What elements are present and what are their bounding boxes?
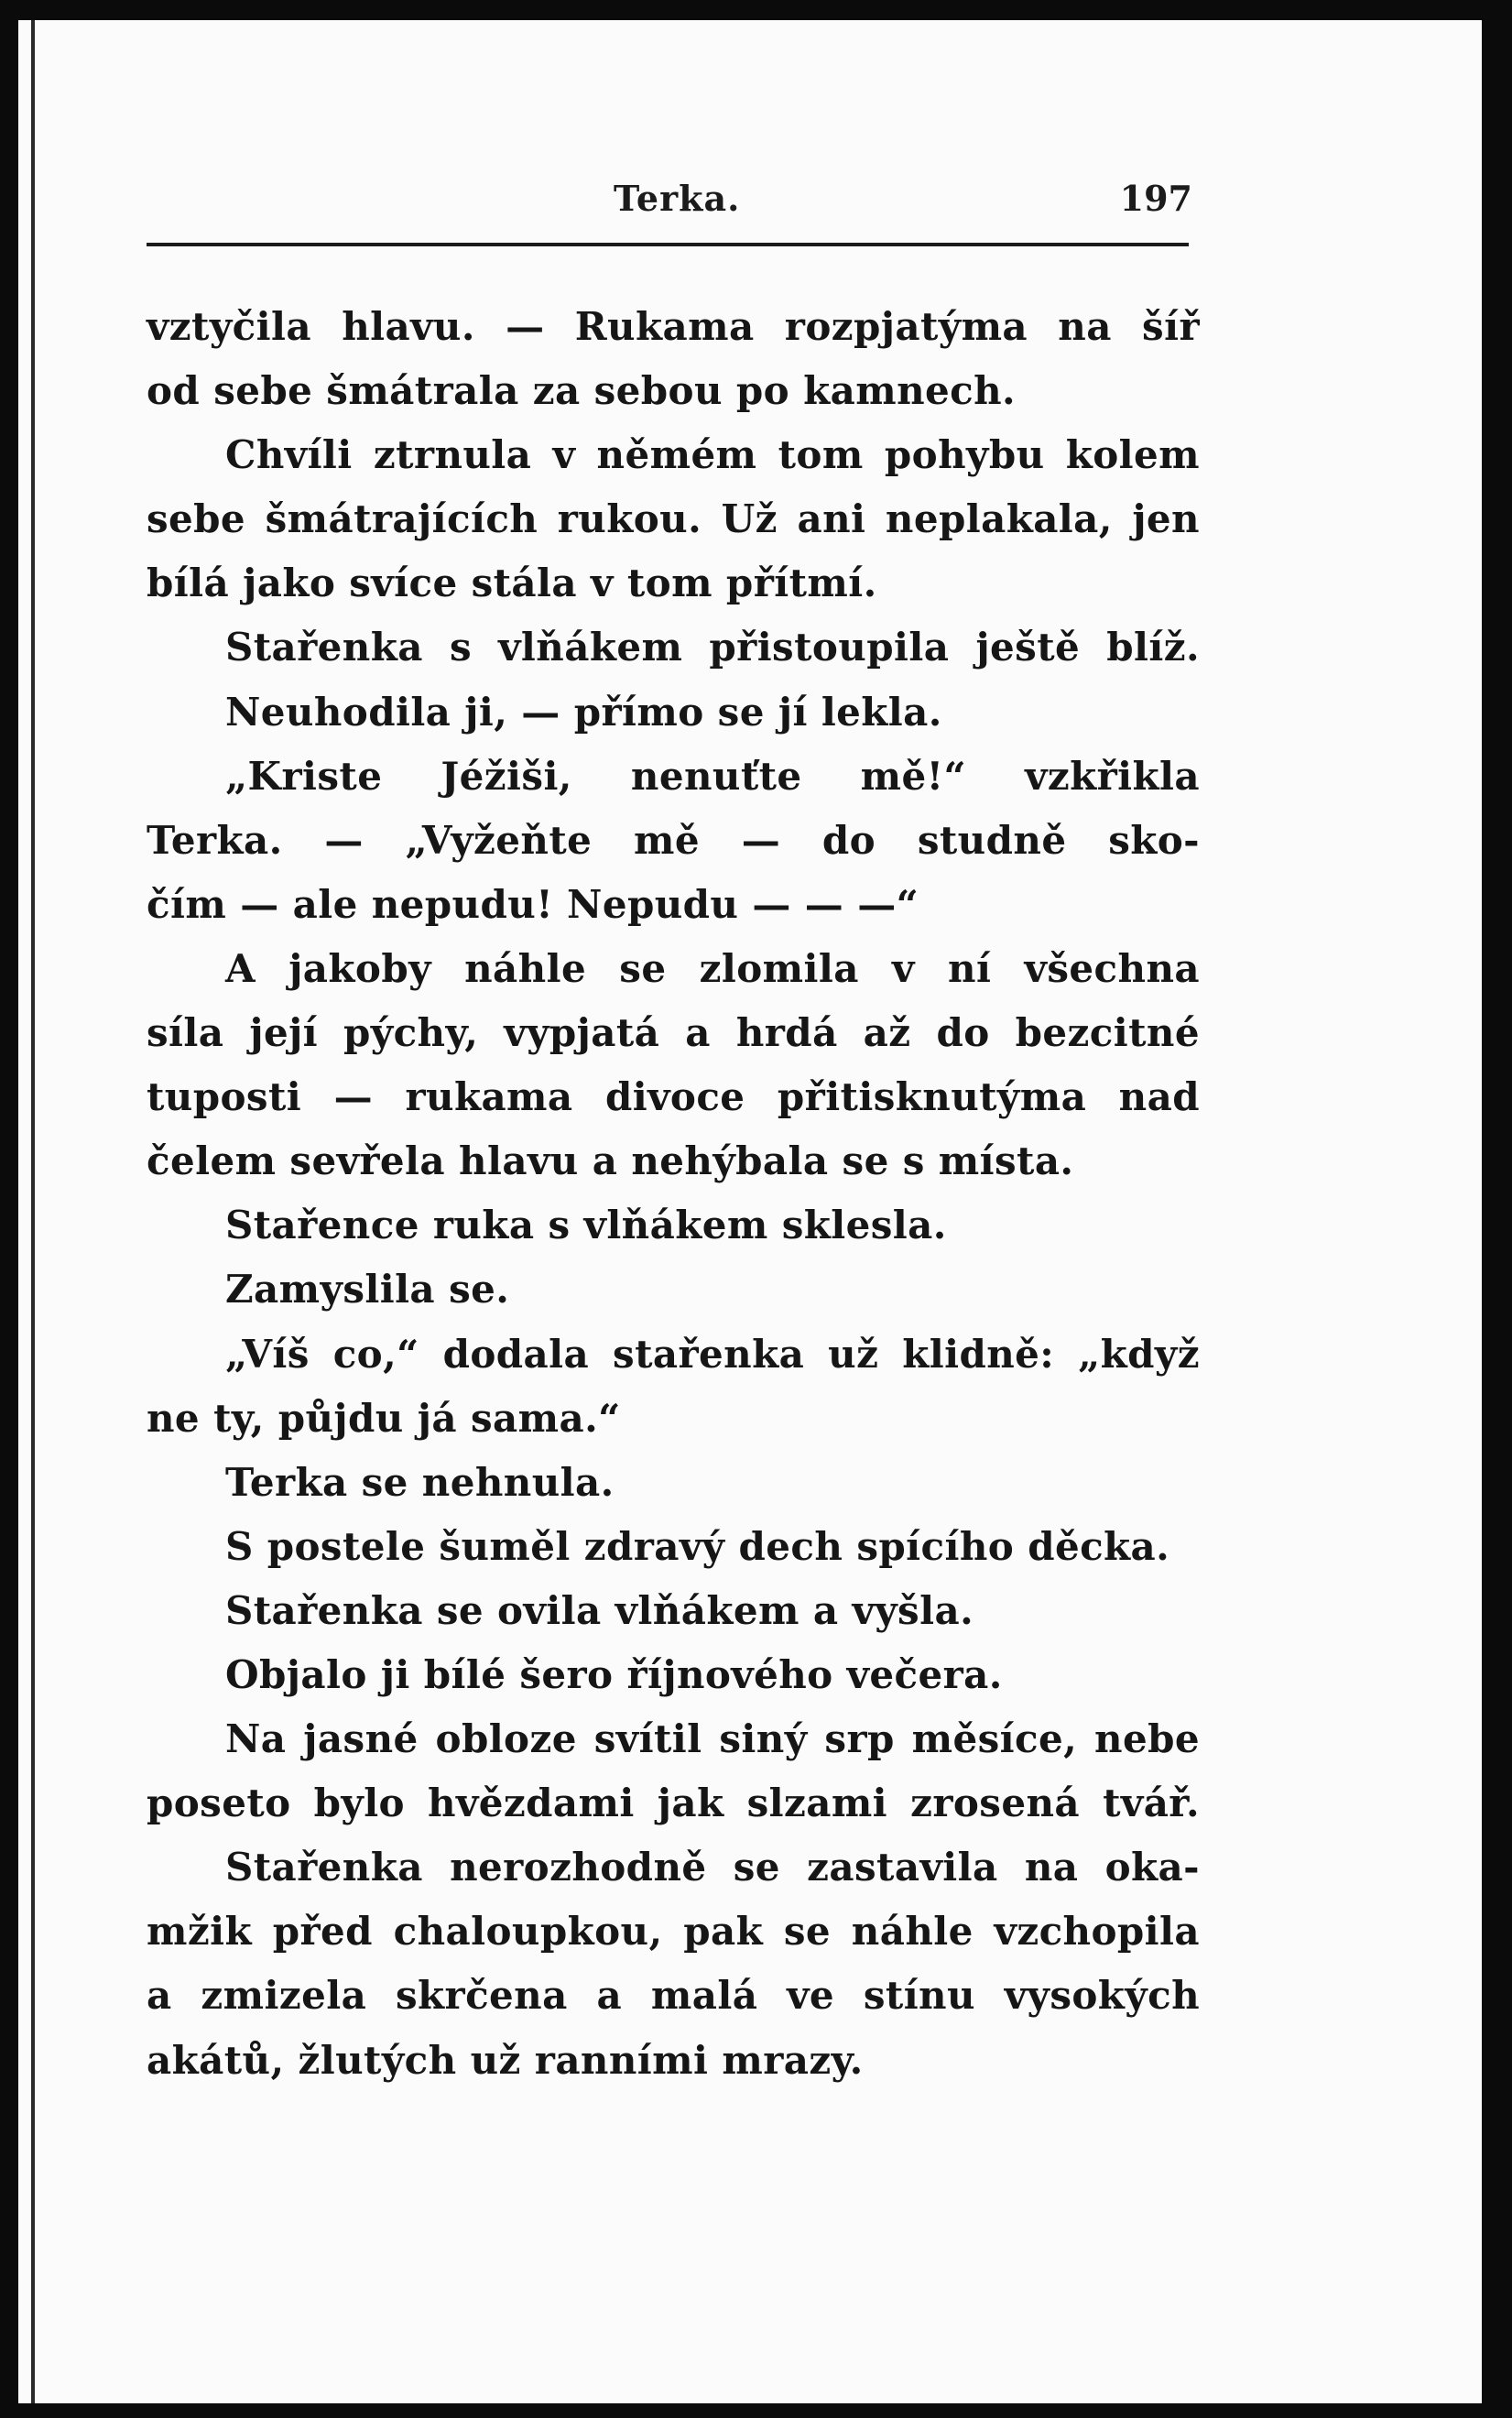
text-line: S postele šuměl zdravý dech spícího děcka. <box>225 1523 1170 1569</box>
text-line: od sebe šmátrala za sebou po kamnech. <box>147 368 1017 414</box>
body-text <box>147 295 1200 2093</box>
text-line: sebe šmátrajících rukou. Už ani neplakala, jen <box>147 496 1200 542</box>
text-line: bílá jako svíce stála v tom přítmí. <box>147 561 877 606</box>
text-line: a zmizela skrčena a malá ve stínu vysokých <box>147 1973 1200 2019</box>
text-line: Neuhodila ji, — přímo se jí lekla. <box>225 689 942 735</box>
text-line: Terka. — „Vyžeňte mě — do studně sko- <box>147 817 1200 863</box>
text-line: síla její pýchy, vypjatá a hrdá až do bezcitné <box>147 1010 1200 1056</box>
text-line: Stařenka se ovila vlňákem a vyšla. <box>225 1587 974 1633</box>
text-line: ne ty, půjdu já sama.“ <box>147 1395 621 1441</box>
text-line: poseto bylo hvězdami jak slzami zrosená tvář. <box>147 1781 1200 1826</box>
text-line: čím — ale nepudu! Nepudu — — —“ <box>147 881 919 927</box>
text-line: Stařence ruka s vlňákem sklesla. <box>225 1203 947 1248</box>
page-header <box>147 169 1200 223</box>
text-line: akátů, žlutých už ranními mrazy. <box>147 2037 864 2083</box>
text-line: „Víš co,“ dodala stařenka už klidně: „když <box>225 1331 1200 1377</box>
text-line: tuposti — rukama divoce přitisknutýma nad <box>147 1074 1200 1120</box>
text-line: Stařenka nerozhodně se zastavila na oka- <box>225 1845 1200 1890</box>
text-line: vztyčila hlavu. — Rukama rozpjatýma na šíř <box>147 304 1200 349</box>
book-page <box>18 20 1482 2403</box>
text-line: Objalo ji bílé šero říjnového večera. <box>225 1651 1003 1697</box>
running-title: Terka. <box>614 178 741 219</box>
text-line: čelem sevřela hlavu a nehýbala se s místa. <box>147 1138 1074 1184</box>
text-line: Terka se nehnula. <box>225 1459 615 1505</box>
text-line: Na jasné obloze svítil siný srp měsíce, nebe <box>225 1716 1200 1762</box>
text-line: Stařenka s vlňákem přistoupila ještě blíž. <box>225 625 1200 670</box>
text-line: mžik před chaloupkou, pak se náhle vzchopila <box>147 1909 1200 1955</box>
page-edge-rule <box>31 20 35 2403</box>
header-rule <box>147 243 1189 246</box>
text-line: „Kriste Jéžiši, nenuťte mě!“ vzkřikla <box>225 753 1200 799</box>
text-line: Chvíli ztrnula v němém tom pohybu kolem <box>225 432 1200 478</box>
text-line: Zamyslila se. <box>225 1267 510 1312</box>
page-number: 197 <box>1119 178 1192 219</box>
text-line: A jakoby náhle se zlomila v ní všechna <box>225 945 1200 991</box>
